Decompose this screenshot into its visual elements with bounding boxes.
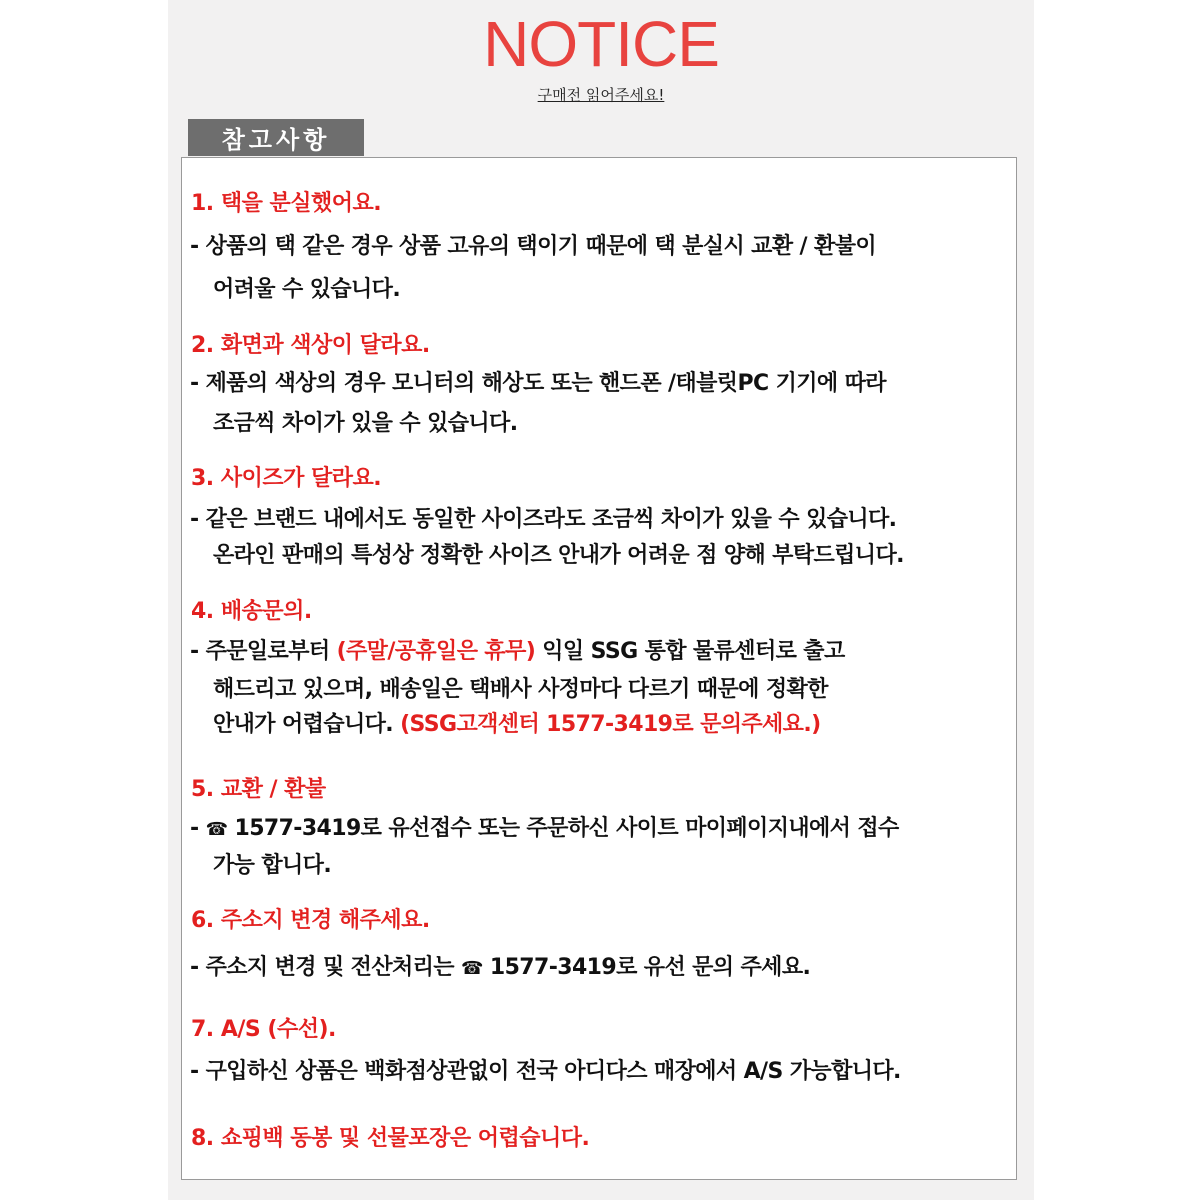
item-3-line-1: - 같은 브랜드 내에서도 동일한 사이즈라도 조금씩 차이가 있을 수 있습니다. <box>190 507 897 532</box>
item-5-heading: 5. 교환 / 환불 <box>191 777 326 802</box>
item-4-line-1-b: 익일 SSG 통합 물류센터로 출고 <box>535 639 845 664</box>
item-5-line-1-b: 1577-3419로 유선접수 또는 주문하신 사이트 마이페이지내에서 접수 <box>227 816 899 841</box>
item-3-line-2: 온라인 판매의 특성상 정확한 사이즈 안내가 어려운 점 양해 부탁드립니다. <box>213 543 904 568</box>
item-6-line-1-a: - 주소지 변경 및 전산처리는 <box>190 955 461 980</box>
item-4-line-1 <box>190 634 845 665</box>
item-4-weekend-note: (주말/공휴일은 휴무) <box>336 639 536 664</box>
item-4-line-1-a: - 주문일로부터 <box>190 639 337 664</box>
item-1-heading: 1. 택을 분실했어요. <box>191 191 382 216</box>
item-4-line-3-a: 안내가 어렵습니다. <box>213 712 401 737</box>
item-2-line-2: 조금씩 차이가 있을 수 있습니다. <box>213 411 518 436</box>
item-6-line-1 <box>190 950 810 981</box>
item-2-line-1: - 제품의 색상의 경우 모니터의 해상도 또는 핸드폰 /태블릿PC 기기에 따라 <box>190 371 886 396</box>
item-8-heading: 8. 쇼핑백 동봉 및 선물포장은 어렵습니다. <box>191 1126 590 1151</box>
item-3-heading: 3. 사이즈가 달라요. <box>191 466 382 491</box>
item-4-line-2: 해드리고 있으며, 배송일은 택배사 사정마다 다르기 때문에 정확한 <box>213 677 828 702</box>
item-1-line-2: 어려울 수 있습니다. <box>213 277 401 302</box>
item-5-line-1-a: - <box>190 816 206 841</box>
item-7-heading: 7. A/S (수선). <box>191 1017 336 1042</box>
telephone-icon: ☎ <box>205 819 228 840</box>
item-4-contact-note: (SSG고객센터 1577-3419로 문의주세요.) <box>400 712 821 737</box>
item-5-line-1 <box>190 811 899 842</box>
item-4-heading: 4. 배송문의. <box>191 599 312 624</box>
tab-reference-notes: 참고사항 <box>188 119 364 156</box>
item-5-line-2: 가능 합니다. <box>213 853 332 878</box>
subtitle-text: 구매전 읽어주세요! <box>537 86 665 104</box>
item-1-line-1: - 상품의 택 같은 경우 상품 고유의 택이기 때문에 택 분실시 교환 / 환불이 <box>190 234 876 259</box>
item-2-heading: 2. 화면과 색상이 달라요. <box>191 333 430 358</box>
page-title: NOTICE <box>483 8 719 80</box>
telephone-icon: ☎ <box>461 958 483 979</box>
item-7-line-1: - 구입하신 상품은 백화점상관없이 전국 아디다스 매장에서 A/S 가능합니다. <box>190 1059 901 1084</box>
item-4-line-3 <box>213 707 821 738</box>
item-6-line-1-b: 1577-3419로 유선 문의 주세요. <box>482 955 811 980</box>
page-subtitle <box>168 84 1034 105</box>
item-6-heading: 6. 주소지 변경 해주세요. <box>191 908 430 933</box>
